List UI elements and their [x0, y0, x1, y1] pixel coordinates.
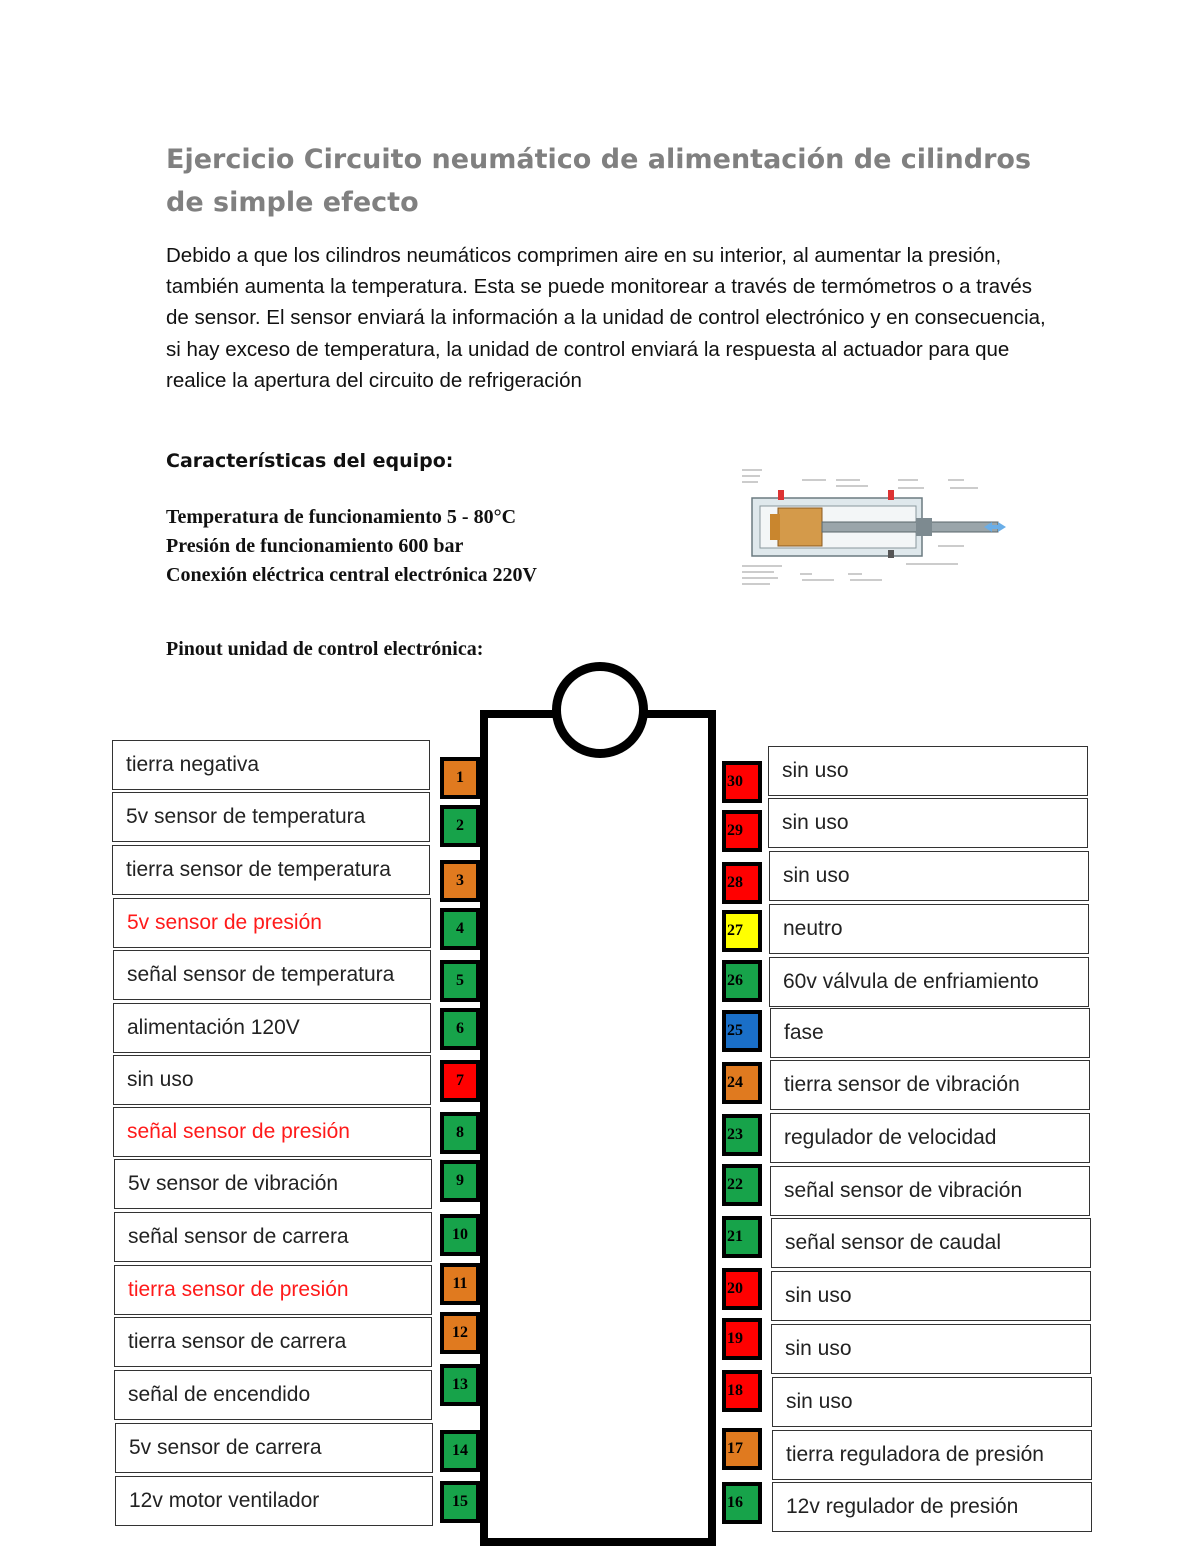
- pin-21-label: señal sensor de caudal: [771, 1218, 1091, 1268]
- pin-9: 9: [440, 1160, 480, 1202]
- pin-20-label: sin uso: [771, 1271, 1091, 1321]
- characteristics-heading: Características del equipo:: [166, 450, 454, 472]
- pin-2: 2: [440, 805, 480, 847]
- pin-16-label: 12v regulador de presión: [772, 1482, 1092, 1532]
- pin-11: 11: [440, 1263, 480, 1305]
- pin-23: 23: [722, 1114, 762, 1156]
- pinout-heading: Pinout unidad de control electrónica:: [166, 638, 484, 660]
- pin-29-label: sin uso: [768, 798, 1088, 848]
- pin-5-label: señal sensor de temperatura: [113, 950, 431, 1000]
- pin-28: 28: [722, 862, 762, 904]
- pin-11-label: tierra sensor de presión: [114, 1265, 432, 1315]
- pin-19-label: sin uso: [771, 1324, 1091, 1374]
- pin-17-label: tierra reguladora de presión: [772, 1430, 1092, 1480]
- ic-chip-body: [480, 710, 716, 1546]
- pin-15: 15: [440, 1481, 480, 1523]
- pin-8-label: señal sensor de presión: [113, 1107, 431, 1157]
- specs-list: [166, 503, 537, 590]
- pin-10: 10: [440, 1214, 480, 1256]
- pin-18: 18: [722, 1370, 762, 1412]
- spec-temperature: Temperatura de funcionamiento 5 - 80°C: [166, 506, 517, 528]
- pin-6-label: alimentación 120V: [113, 1003, 431, 1053]
- pin-26-label: 60v válvula de enfriamiento: [769, 957, 1089, 1007]
- cylinder-cutaway-figure: [738, 462, 1018, 602]
- pin-28-label: sin uso: [769, 851, 1089, 901]
- pin-26: 26: [722, 960, 762, 1002]
- pin-9-label: 5v sensor de vibración: [114, 1159, 432, 1209]
- pin-21: 21: [722, 1216, 762, 1258]
- pin-1-label: tierra negativa: [112, 740, 430, 790]
- pin-2-label: 5v sensor de temperatura: [112, 792, 430, 842]
- intro-paragraph: Debido a que los cilindros neumáticos comprimen aire en su interior, al aumentar la presión, también aumenta la temperatura. Esta se puede monitorear a través de termómetros o a través de sensor. El sensor enviará la información a la unidad de control electrónico y en consecuencia, si hay exceso de temperatura, la unidad de control enviará la respuesta al actuador para que realice la apertura del circuito de refrigeración: [166, 244, 1046, 392]
- pin-24: 24: [722, 1062, 762, 1104]
- pin-1: 1: [440, 757, 480, 799]
- pin-22-label: señal sensor de vibración: [770, 1166, 1090, 1216]
- pin-20: 20: [722, 1268, 762, 1310]
- pin-4: 4: [440, 908, 480, 950]
- pin-29: 29: [722, 810, 762, 852]
- pin-23-label: regulador de velocidad: [770, 1113, 1090, 1163]
- pin-25: 25: [722, 1010, 762, 1052]
- pin-18-label: sin uso: [772, 1377, 1092, 1427]
- pin-27-label: neutro: [769, 904, 1089, 954]
- pin-10-label: señal sensor de carrera: [114, 1212, 432, 1262]
- spec-pressure: Presión de funcionamiento 600 bar: [166, 535, 464, 557]
- pin-13-label: señal de encendido: [114, 1370, 432, 1420]
- pin-4-label: 5v sensor de presión: [113, 898, 431, 948]
- pin-8: 8: [440, 1112, 480, 1154]
- pin-7-label: sin uso: [113, 1055, 431, 1105]
- pin-12-label: tierra sensor de carrera: [114, 1317, 432, 1367]
- pin-6: 6: [440, 1008, 480, 1050]
- document-title: Ejercicio Circuito neumático de alimentación de cilindros de simple efecto: [166, 144, 1032, 218]
- pin-14-label: 5v sensor de carrera: [115, 1423, 433, 1473]
- pin-17: 17: [722, 1428, 762, 1470]
- pin-13: 13: [440, 1364, 480, 1406]
- spec-electrical: Conexión eléctrica central electrónica 220V: [166, 564, 537, 586]
- pin-19: 19: [722, 1318, 762, 1360]
- pin-24-label: tierra sensor de vibración: [770, 1060, 1090, 1110]
- pin-14: 14: [440, 1430, 480, 1472]
- pin-5: 5: [440, 960, 480, 1002]
- pin-22: 22: [722, 1164, 762, 1206]
- pin-30: 30: [722, 761, 762, 803]
- pin-7: 7: [440, 1060, 480, 1102]
- pin-3: 3: [440, 860, 480, 902]
- pin-16: 16: [722, 1482, 762, 1524]
- pin-3-label: tierra sensor de temperatura: [112, 845, 430, 895]
- pin-27: 27: [722, 910, 762, 952]
- pin-15-label: 12v motor ventilador: [115, 1476, 433, 1526]
- ic-notch-circle: [552, 662, 648, 758]
- pin-30-label: sin uso: [768, 746, 1088, 796]
- pin-25-label: fase: [770, 1008, 1090, 1058]
- pin-12: 12: [440, 1312, 480, 1354]
